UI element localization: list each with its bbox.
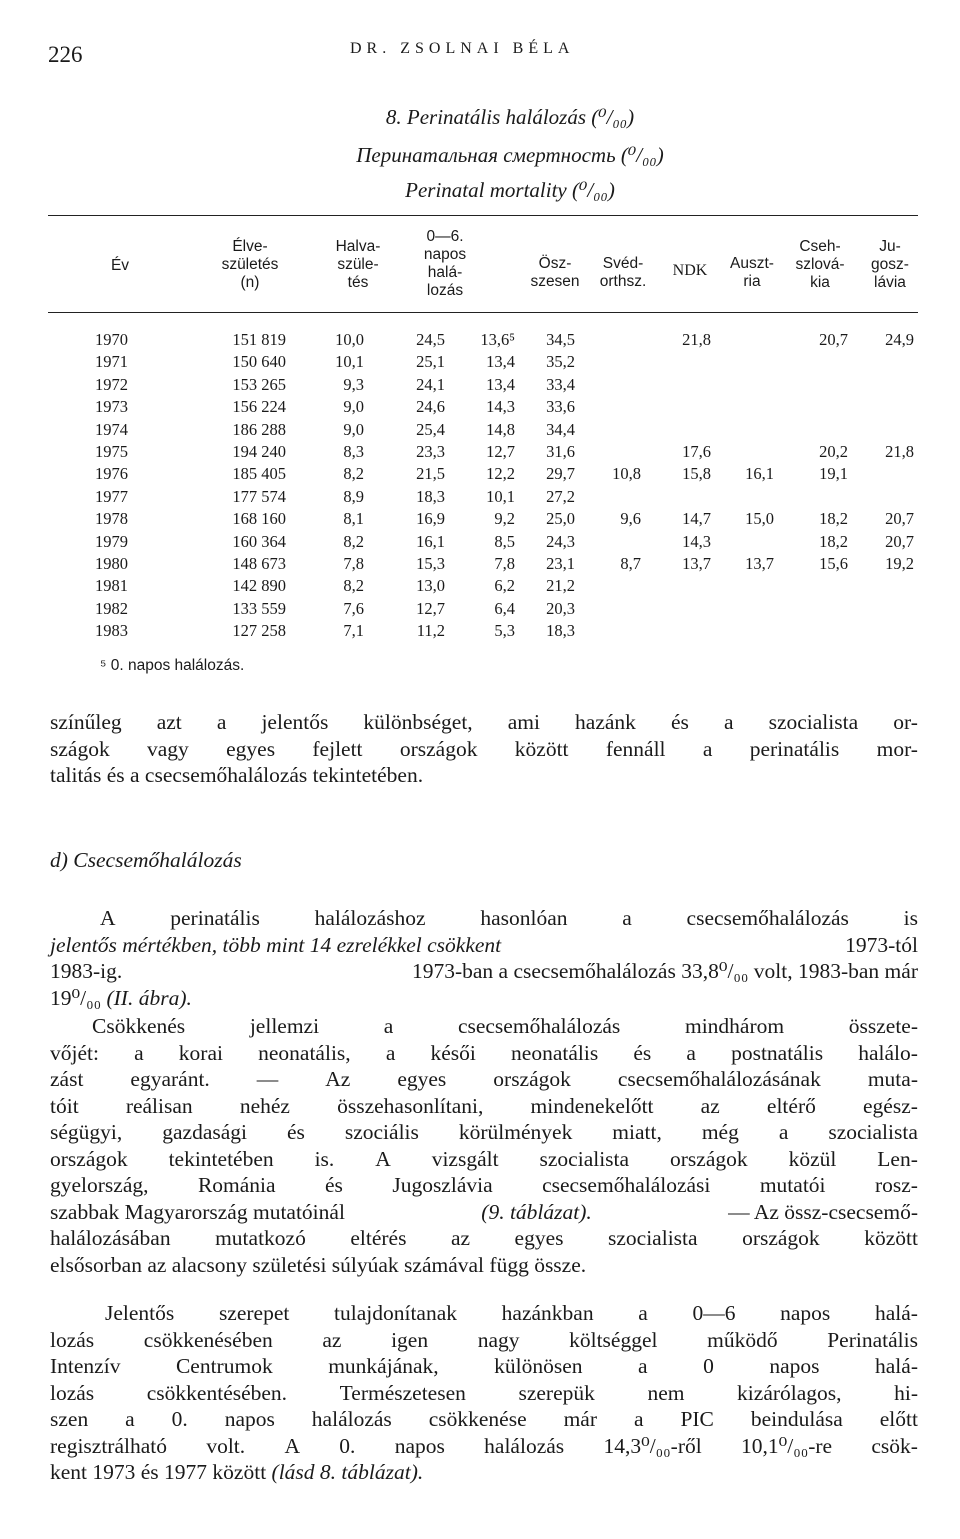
- column-year: 1970 1971 1972 1973 1974 1975 1976 1977 1978 1979 1980 1981 1982 1983: [95, 330, 128, 641]
- paragraph-2: [50, 905, 918, 1011]
- header-yugoslavia: Ju- gosz- lávia: [871, 238, 909, 291]
- paragraph-2-line-1: A perinatális halálozáshoz hasonlóan a csecsemőhalálozás is: [100, 906, 918, 930]
- section-heading: d) Csecsemőhalálozás: [50, 848, 242, 872]
- emphasis-text: jelentős mértékben, több mint 14 ezrelékkel csökkent: [50, 932, 502, 957]
- page-number: 226: [48, 42, 83, 67]
- column-yugoslavia: 24,9 21,8 20,7 20,7 19,2: [885, 330, 914, 574]
- paragraph-4-line-2: lozás csökkenésében az igen nagy költséggel működő Perinatális: [50, 1327, 918, 1352]
- column-early-neonatal: 24,5 25,1 24,1 24,6 25,4 23,3 21,5 18,3 16,9 16,1 15,3 13,0 12,7 11,2: [416, 330, 445, 641]
- paragraph-3-line-2: vőjét: a korai neonatális, a késői neonatális és a postnatális halálo-: [50, 1040, 918, 1065]
- paragraph-4-line-6: regisztrálható volt. A 0. napos halálozás 14,3⁰/₀₀-ről 10,1⁰/₀₀-re csök-: [50, 1433, 918, 1458]
- header-year: Év: [110, 257, 130, 274]
- table-caption-hungarian: 8. Perinatális halálozás (⁰/₀₀): [385, 105, 635, 129]
- paragraph-1-line-2: szágok vagy egyes fejlett országok között fennáll a perinatális mor-: [50, 736, 918, 761]
- header-total: Ösz- szesen: [530, 255, 580, 290]
- header-early-neonatal: 0—6. napos halá- lozás: [423, 228, 467, 299]
- column-austria: 16,1 15,0 13,7: [745, 464, 774, 574]
- header-sweden: Svéd- orthsz.: [599, 255, 647, 290]
- running-head: DR. ZSOLNAI BÉLA: [350, 40, 575, 57]
- paragraph-3-line-9: halálozásában mutatkozó eltérés az egyes szocialista országok között: [50, 1226, 918, 1250]
- paragraph-3-line-3: zást egyaránt. — Az egyes országok csecsemőhalálozásának muta-: [50, 1067, 918, 1091]
- column-live-births: 151 819 150 640 153 265 156 224 186 288 194 240 185 405 177 574 168 160 160 364 148 673 142 890 133 559 127 258: [232, 330, 286, 641]
- header-live-births: Élve- születés (n): [221, 238, 279, 291]
- header-austria: Auszt- ria: [730, 255, 774, 290]
- paragraph-4-line-1: Jelentős szerepet tulajdonítanak hazánkban a 0—6 napos halá-: [105, 1301, 918, 1325]
- paragraph-2-line-2: jelentős mértékben, több mint 14 ezrelékkel csökkent 1973-tól: [50, 932, 918, 957]
- paragraph-2-line-3: 1983-ig. 1973-ban a csecsemőhalálozás 33,8⁰/₀₀ volt, 1983-ban már: [50, 959, 918, 983]
- paragraph-3-line-6: országok tekintetében is. A vizsgált szocialista országok közül Len-: [50, 1146, 918, 1171]
- column-c: 13,6⁵ 13,4 13,4 14,3 14,8 12,7 12,2 10,1 9,2 8,5 7,8 6,2 6,4 5,3: [480, 330, 515, 641]
- paragraph-4-line-3: Intenzív Centrumok munkájának, különösen a 0 napos halá-: [50, 1354, 918, 1378]
- table-caption-english: Perinatal mortality (⁰/₀₀): [405, 178, 615, 202]
- paragraph-3-line-8: szabbak Magyarország mutatóinál (9. táblázat). — Az össz-csecsemő-: [50, 1199, 918, 1224]
- table-reference: (9. táblázat).: [481, 1199, 592, 1224]
- column-stillbirth: 10,0 10,1 9,3 9,0 9,0 8,3 8,2 8,9 8,1 8,2 7,8 8,2 7,6 7,1: [335, 330, 364, 641]
- table-caption-russian: Перинатальная смертность (⁰/₀₀): [356, 143, 664, 167]
- table-reference: (lásd 8. táblázat).: [271, 1460, 424, 1484]
- header-czechoslovakia: Cseh- szlová- kia: [795, 238, 845, 291]
- paragraph-1-line-1: színűleg azt a jelentős különbséget, ami hazánk és a szocialista or-: [50, 710, 918, 734]
- column-gdr: 21,8 17,6 15,8 14,7 14,3 13,7: [682, 330, 711, 574]
- paragraph-3: [50, 1013, 918, 1278]
- paragraph-4: [50, 1300, 918, 1486]
- figure-reference: (II. ábra).: [106, 985, 192, 1010]
- paragraph-1-line-3: talitás és a csecsemőhalálozás tekintetében.: [50, 763, 424, 787]
- header-stillbirth: Halva- szüle- tés: [335, 238, 381, 291]
- paragraph-3-line-5: ségügyi, gazdasági és szociális körülmények miatt, még a szocialista: [50, 1120, 918, 1144]
- table-footnote: ⁵ 0. napos halálozás.: [100, 657, 245, 674]
- table-header-rule: [48, 312, 918, 313]
- paragraph-4-line-7: kent 1973 és 1977 között (lásd 8. táblázat).: [50, 1460, 424, 1484]
- paragraph-4-line-4: lozás csökkentésében. Természetesen szerepük nem kizárólagos, hi-: [50, 1380, 918, 1405]
- paragraph-3-line-4: tóit reálisan nehéz összehasonlítani, mindenekelőtt az eltérő egész-: [50, 1093, 918, 1118]
- column-czechoslovakia: 20,7 20,2 19,1 18,2 18,2 15,6: [819, 330, 848, 574]
- paragraph-3-line-10: elsősorban az alacsony születési súlyúak számával függ össze.: [50, 1252, 587, 1277]
- paragraph-1: [50, 709, 918, 789]
- column-sweden: 10,8 9,6 8,7: [612, 464, 641, 574]
- paragraph-2-line-4: 19⁰/₀₀ (II. ábra).: [50, 985, 192, 1010]
- column-total: 34,5 35,2 33,4 33,6 34,4 31,6 29,7 27,2 25,0 24,3 23,1 21,2 20,3 18,3: [546, 330, 575, 641]
- header-gdr: NDK: [672, 262, 708, 279]
- paragraph-3-line-1: Csökkenés jellemzi a csecsemőhalálozás mindhárom összete-: [92, 1014, 918, 1038]
- paragraph-4-line-5: szen a 0. napos halálozás csökkenése már a PIC beindulása előtt: [50, 1407, 918, 1431]
- paragraph-3-line-7: gyelország, Románia és Jugoszlávia csecsemőhalálozási mutatói rosz-: [50, 1173, 918, 1197]
- table-top-rule: [48, 215, 918, 216]
